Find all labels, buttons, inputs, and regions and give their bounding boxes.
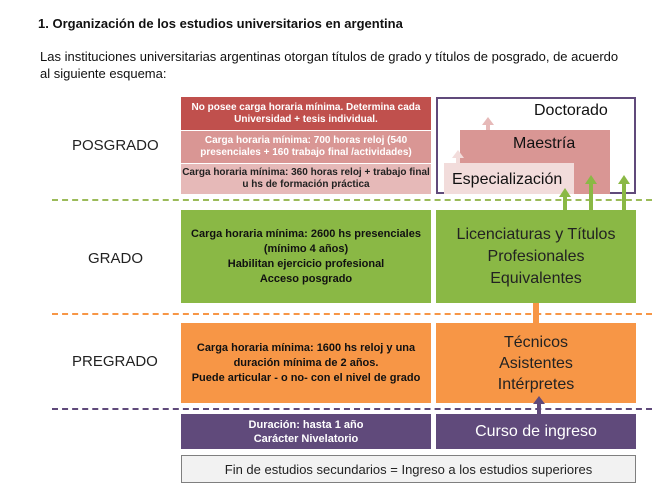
separator-posgrado-grado [52,199,652,201]
level-label-grado: GRADO [88,250,144,267]
arrow-stem [589,183,593,210]
especializacion-requirements [181,164,431,194]
ingreso-req-line: Duración: hasta 1 año [248,418,364,431]
separator-grado-pregrado [52,313,652,315]
doctorado-title: Doctorado [534,102,608,119]
ingreso-requirements [181,414,431,449]
ingreso-req-line: Carácter Nivelatorio [253,432,359,445]
pregrado-req-line: duración mínima de 2 años. [233,356,379,369]
arrow-up-icon [452,150,464,158]
pregrado-req-line: Puede articular - o no- con el nivel de grado [191,371,421,384]
arrow-stem [563,196,567,210]
doctorado-requirements [181,97,431,130]
curso-ingreso-box [436,414,636,449]
footer-text: Fin de estudios secundarios = Ingreso a los estudios superiores [224,461,593,477]
arrow-up-icon [482,117,494,125]
arrow-stem [486,125,490,130]
level-label-pregrado: PREGRADO [72,353,158,370]
arrow-stem [537,403,541,414]
footer-box [181,455,636,483]
grado-requirements [181,210,431,303]
grado-title-line: Profesionales [487,247,585,265]
pregrado-requirements [181,323,431,403]
pregrado-title-line: Intérpretes [497,375,575,393]
curso-ingreso-title: Curso de ingreso [475,422,597,440]
pregrado-title-line: Asistentes [499,354,573,372]
grado-title-line: Licenciaturas y Títulos [456,225,616,243]
arrow-stem [533,303,539,325]
intro-paragraph: Las instituciones universitarias argentinas otorgan títulos de grado y títulos de posgrado, de acuerdo al siguiente esquema: [40,49,619,81]
doctorado-requirements-text: No posee carga horaria mínima. Determina cada Universidad + tesis individual. [191,101,421,125]
grado-req-line: Carga horaria mínima: 2600 hs presenciales [191,227,421,240]
maestria-requirements [181,131,431,163]
pregrado-titles [436,323,636,403]
level-label-posgrado: POSGRADO [72,137,159,154]
grado-titles [436,210,636,303]
maestria-title: Maestría [513,135,576,152]
pregrado-req-line: Carga horaria mínima: 1600 hs reloj y una [196,341,416,354]
grado-req-line: (mínimo 4 años) [263,242,349,255]
separator-pregrado-ingreso [52,408,652,410]
especializacion-requirements-text: Carga horaria mínima: 360 horas reloj + trabajo final u hs de formación práctica [182,167,430,190]
grado-req-line: Habilitan ejercicio profesional [227,257,385,270]
pregrado-title-line: Técnicos [503,333,569,351]
section-heading: 1. Organización de los estudios universitarios en argentina [38,16,403,31]
grado-title-line: Equivalentes [490,269,582,287]
grado-req-line: Acceso posgrado [259,272,353,285]
arrow-stem [456,158,460,163]
maestria-requirements-text: Carga horaria mínima: 700 horas reloj (540 presenciales + 160 trabajo final /actividades) [200,135,412,158]
arrow-stem [622,183,626,210]
especializacion-title: Especialización [452,171,563,188]
